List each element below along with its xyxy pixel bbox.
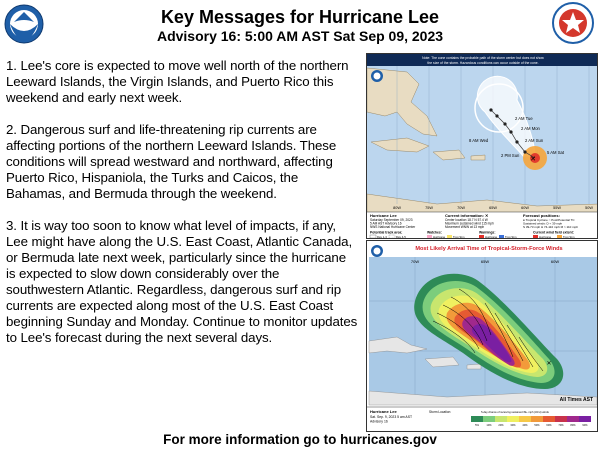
storm-location-marker: ✕ (546, 361, 552, 367)
wind-lon-70w: 70W (410, 259, 420, 264)
advisory-subtitle: Advisory 16: 5:00 AM AST Sat Sep 09, 2023 (156, 28, 444, 44)
cone-info-line2: 5 AM AST Advisory 16 (370, 221, 402, 226)
wind-arrival-map (366, 240, 598, 432)
legend-wind-hurricane: Hurricane (539, 234, 552, 239)
ramp-tick-1: 10% (486, 424, 492, 427)
ramp-tick-5: 50% (534, 424, 540, 427)
ramp-swatch-2 (495, 416, 507, 422)
current-info-title: Current information: ✕ (445, 213, 489, 218)
wind-info-line2: Advisory 16 (370, 419, 388, 424)
track-label-5am-sat: 5 AM Sat (547, 150, 564, 155)
legend-watches: Watches: (427, 230, 442, 235)
ramp-swatch-9 (579, 416, 591, 422)
legend-track-area: Potential track area: (370, 230, 403, 235)
ramp-tick-3: 30% (510, 424, 516, 427)
track-label-8am-wed: 8 AM Wed (469, 138, 489, 143)
key-message-2: 2. Dangerous surf and life-threatening rip currents are affecting portions of the northern Leeward Islands. These conditions will spread westward and northward, affecting Puerto Rico, Hispaniola, the Turks and Caicos, the Bahamas, and Bermuda through the weekend. (6, 122, 337, 201)
key-message-3: 3. It is way too soon to know what level of impacts, if any, Lee might have along the U.S. East Coast, Atlantic Canada, or Bermuda late next week, particularly since the hurricane is expected to slow down considerably over the southwestern Atlantic. Regardless, dangerous surf and rip currents are expected along most of the U.S. East Coast beginning Sunday and Monday. Continue to monitor updates to Lee's forecast during the next several days. (6, 218, 358, 345)
footer-more-info: For more information go to hurricanes.gov (163, 432, 437, 447)
key-messages (6, 58, 358, 362)
track-label-2am-sun: 2 AM Sun (525, 138, 544, 143)
cone-note-line2: the size of the storm. Hazardous conditions can occur outside of the cone. (427, 61, 539, 65)
legend-watch-trop-storm: Trop Stm (453, 234, 465, 239)
ramp-tick-8: 80% (570, 424, 576, 427)
wind-legend-title: 5-day chance of receiving sustained 39+ mph (34 kt) winds (481, 411, 549, 414)
lon-label-80w: 80W (393, 206, 401, 210)
noaa-logo (4, 4, 44, 44)
forecast-positions-title: Forecast positions: (523, 213, 560, 218)
legend-warnings: Warnings: (479, 230, 496, 235)
legend-warning-hurricane: Hurricane (485, 234, 498, 239)
wind-info-line1: Sat. Sep. 9, 2023 5 am AST (370, 415, 413, 419)
legend-warning-trop-storm: Trop Stm (505, 234, 517, 239)
ramp-tick-7: 70% (558, 424, 564, 427)
lon-label-55w: 55W (553, 206, 561, 210)
legend-wind-field: Current wind field extent: (533, 230, 574, 235)
ramp-tick-0: 5% (475, 424, 479, 427)
legend-day45: Day 4-5 (396, 234, 406, 239)
ramp-swatch-8 (567, 416, 579, 422)
ramp-swatch-0 (471, 416, 483, 422)
legend-wind-trop-storm: Trop Stm (563, 234, 575, 239)
puerto-rico-land (471, 155, 485, 160)
cone-info-title: Hurricane Lee (370, 213, 397, 218)
ramp-swatch-7 (555, 416, 567, 422)
cone-map (366, 53, 598, 239)
ramp-swatch-1 (483, 416, 495, 422)
current-info-line1: Center location 18.7 N 57.4 W (445, 218, 488, 222)
legend-watch-hurricane: Hurricane (433, 234, 446, 239)
wind-info-title: Hurricane Lee (370, 409, 397, 414)
track-label-2am-mon: 2 AM Mon (521, 126, 540, 131)
forecast-positions-line3: S 39-73 mph H 74-110 mph M > 110 mph (523, 225, 579, 229)
current-info-line2: Maximum sustained wind 115 mph (445, 221, 494, 226)
page-title: Key Messages for Hurricane Lee (160, 7, 440, 27)
ramp-tick-6: 60% (546, 424, 552, 427)
ramp-swatch-3 (507, 416, 519, 422)
forecast-positions-line2: Sustained winds: D < 39 mph (523, 221, 563, 226)
all-times-label: All Times AST (559, 397, 593, 403)
probability-color-ramp (471, 416, 591, 422)
ramp-tick-4: 40% (522, 424, 528, 427)
wind-map-title: Most Likely Arrival Time of Tropical-Storm-Force Winds (415, 246, 563, 252)
current-info-line3: Movement WNW at 13 mph (445, 225, 485, 229)
lon-label-75w: 75W (425, 206, 433, 210)
ramp-swatch-6 (543, 416, 555, 422)
lon-label-60w: 60W (521, 206, 529, 210)
ramp-swatch-4 (519, 416, 531, 422)
current-position-marker: ✕ (530, 156, 536, 163)
lon-label-65w: 65W (489, 206, 497, 210)
wind-lon-65w: 65W (480, 259, 490, 264)
cone-info-line1: Saturday September 09, 2023 (370, 218, 413, 222)
track-label-2am-tue: 2 AM Tue (515, 116, 533, 121)
track-label-2pm-sun: 2 PM Sun (501, 153, 520, 158)
cone-info-line3: NWS National Hurricane Center (370, 225, 416, 229)
storm-location-label: Storm Location (429, 410, 451, 414)
lon-label-70w: 70W (457, 206, 465, 210)
ramp-tick-9: 90% (582, 424, 588, 427)
ramp-tick-2: 20% (498, 424, 504, 427)
legend-day13: Day 1-3 (377, 234, 387, 239)
ramp-swatch-5 (531, 416, 543, 422)
nws-logo (552, 2, 594, 44)
lon-label-50w: 50W (585, 206, 593, 210)
key-message-1: 1. Lee's core is expected to move well north of the northern Leeward Islands, the Virgin Islands, and Puerto Rico this weekend and early next week. (6, 58, 349, 105)
forecast-positions-line1: ● Tropical Cyclone ○ Post/Potential TC (523, 218, 575, 222)
cone-note-line1: Note: The cone contains the probable path of the storm center but does not show (422, 56, 544, 60)
wind-lon-60w: 60W (550, 259, 560, 264)
